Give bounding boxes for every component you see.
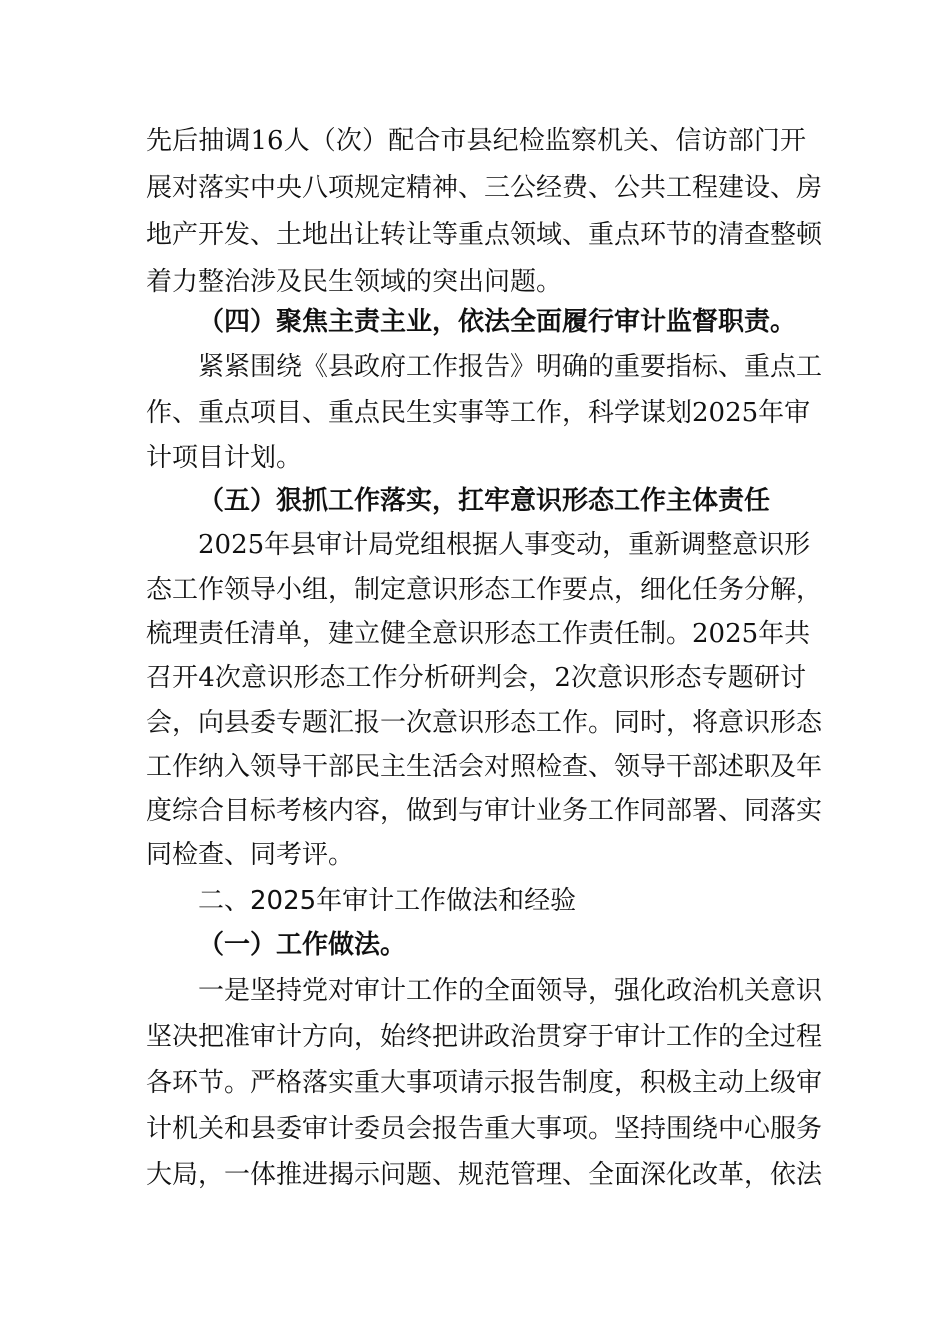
paragraph-line: 会，向县委专题汇报一次意识形态工作。同时，将意识形态 [146, 708, 823, 738]
paragraph-line: 计机关和县委审计委员会报告重大事项。坚持围绕中心服务 [146, 1114, 823, 1144]
paragraph-line: 召开4次意识形态工作分析研判会，2次意识形态专题研讨 [146, 663, 806, 693]
paragraph-line: 度综合目标考核内容，做到与审计业务工作同部署、同落实 [146, 796, 823, 826]
subsection-heading-one: （一）工作做法。 [198, 930, 407, 960]
paragraph-line: 作、重点项目、重点民生实事等工作，科学谋划2025年审 [146, 398, 811, 428]
paragraph-line: 先后抽调16人（次）配合市县纪检监察机关、信访部门开 [146, 126, 806, 156]
paragraph-line: 展对落实中央八项规定精神、三公经费、公共工程建设、房 [146, 173, 823, 203]
section-heading-five: （五）狠抓工作落实，扛牢意识形态工作主体责任 [198, 486, 771, 516]
chapter-heading-two: 二、2025年审计工作做法和经验 [198, 886, 577, 916]
paragraph-line: 地产开发、土地出让转让等重点领域、重点环节的清查整顿 [146, 220, 823, 250]
paragraph-line: 着力整治涉及民生领域的突出问题。 [146, 267, 563, 297]
paragraph-line: 工作纳入领导干部民主生活会对照检查、领导干部述职及年 [146, 752, 823, 782]
paragraph-line: 一是坚持党对审计工作的全面领导，强化政治机关意识 [198, 976, 823, 1006]
paragraph-line: 紧紧围绕《县政府工作报告》明确的重要指标、重点工 [198, 352, 823, 382]
paragraph-line: 计项目计划。 [146, 443, 303, 473]
paragraph-line: 梳理责任清单，建立健全意识形态工作责任制。2025年共 [146, 619, 811, 649]
paragraph-line: 态工作领导小组，制定意识形态工作要点，细化任务分解， [146, 575, 823, 605]
paragraph-line: 大局，一体推进揭示问题、规范管理、全面深化改革，依法 [146, 1160, 823, 1190]
section-heading-four: （四）聚焦主责主业，依法全面履行审计监督职责。 [198, 307, 797, 337]
paragraph-line: 坚决把准审计方向，始终把讲政治贯穿于审计工作的全过程 [146, 1022, 823, 1052]
paragraph-line: 同检查、同考评。 [146, 840, 355, 870]
paragraph-line: 各环节。严格落实重大事项请示报告制度，积极主动上级审 [146, 1068, 823, 1098]
paragraph-line: 2025年县审计局党组根据人事变动，重新调整意识形 [198, 530, 811, 560]
